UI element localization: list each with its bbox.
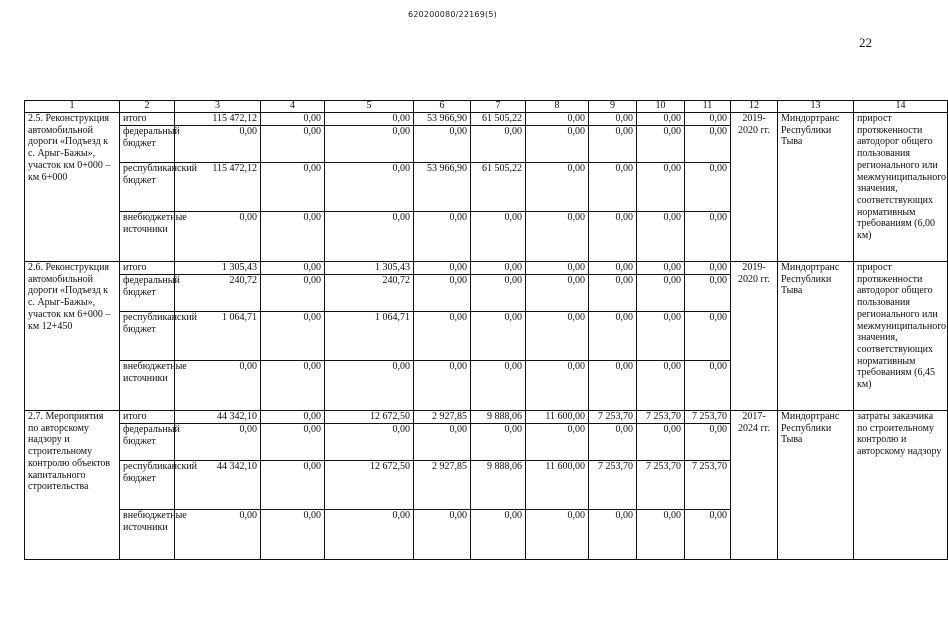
amount-cell: 240,72	[175, 275, 261, 312]
measure-name-cell: 2.6. Реконструкция автомобильной дороги «Подъезд к с. Арыг-Бажы», участок км 6+000 – км 12+450	[25, 262, 120, 411]
amount-cell: 53 966,90	[414, 163, 471, 212]
amount-cell: 0,00	[526, 424, 589, 461]
amount-cell: 7 253,70	[685, 461, 731, 510]
amount-cell: 0,00	[637, 275, 685, 312]
funding-source-cell: республиканский бюджет	[120, 461, 175, 510]
executor-cell: Миндортранс Республики Тыва	[778, 262, 854, 411]
amount-cell: 0,00	[325, 113, 414, 126]
amount-cell: 0,00	[526, 510, 589, 560]
amount-cell: 61 505,22	[471, 163, 526, 212]
funding-source-cell: итого	[120, 262, 175, 275]
funding-source-cell: республиканский бюджет	[120, 312, 175, 361]
amount-cell: 0,00	[261, 361, 325, 411]
amount-cell: 9 888,06	[471, 411, 526, 424]
amount-cell: 0,00	[261, 312, 325, 361]
table-row	[25, 262, 948, 275]
amount-cell: 7 253,70	[637, 411, 685, 424]
amount-cell: 0,00	[589, 262, 637, 275]
amount-cell: 0,00	[589, 361, 637, 411]
amount-cell: 0,00	[685, 424, 731, 461]
funding-source-cell: федеральный бюджет	[120, 126, 175, 163]
document-id: 620200080/22169(5)	[408, 10, 497, 19]
column-number: 4	[261, 101, 325, 113]
amount-cell: 0,00	[414, 212, 471, 262]
funding-source-cell: федеральный бюджет	[120, 424, 175, 461]
column-number: 2	[120, 101, 175, 113]
years-cell: 2017-2024 гг.	[731, 411, 778, 560]
amount-cell: 0,00	[685, 262, 731, 275]
amount-cell: 0,00	[589, 275, 637, 312]
amount-cell: 0,00	[685, 361, 731, 411]
column-number: 6	[414, 101, 471, 113]
amount-cell: 240,72	[325, 275, 414, 312]
amount-cell: 0,00	[685, 312, 731, 361]
page-number: 22	[859, 35, 872, 50]
amount-cell: 0,00	[637, 262, 685, 275]
years-cell: 2019-2020 гг.	[731, 113, 778, 262]
amount-cell: 0,00	[325, 126, 414, 163]
amount-cell: 0,00	[471, 126, 526, 163]
column-number: 8	[526, 101, 589, 113]
amount-cell: 0,00	[261, 411, 325, 424]
amount-cell: 0,00	[637, 361, 685, 411]
amount-cell: 7 253,70	[589, 461, 637, 510]
executor-cell: Миндортранс Республики Тыва	[778, 113, 854, 262]
amount-cell: 0,00	[261, 126, 325, 163]
funding-source-cell: внебюджетные источники	[120, 212, 175, 262]
amount-cell: 1 064,71	[175, 312, 261, 361]
amount-cell: 0,00	[261, 424, 325, 461]
amount-cell: 61 505,22	[471, 113, 526, 126]
amount-cell: 0,00	[414, 275, 471, 312]
column-number: 1	[25, 101, 120, 113]
column-number: 14	[854, 101, 948, 113]
amount-cell: 7 253,70	[685, 411, 731, 424]
funding-source-cell: федеральный бюджет	[120, 275, 175, 312]
funding-source-cell: внебюджетные источники	[120, 361, 175, 411]
amount-cell: 115 472,12	[175, 113, 261, 126]
amount-cell: 0,00	[526, 275, 589, 312]
amount-cell: 0,00	[175, 126, 261, 163]
amount-cell: 2 927,85	[414, 411, 471, 424]
amount-cell: 0,00	[685, 163, 731, 212]
amount-cell: 2 927,85	[414, 461, 471, 510]
amount-cell: 0,00	[471, 212, 526, 262]
measure-name-cell: 2.5. Реконструкция автомобильной дороги «Подъезд к с. Арыг-Бажы», участок км 0+000 – км 6+000	[25, 113, 120, 262]
result-cell: прирост протяженности автодорог общего пользования регионального или межмуниципального значения, соответствующих нормативным требованиям (6,45 км)	[854, 262, 948, 411]
amount-cell: 0,00	[414, 312, 471, 361]
amount-cell: 0,00	[261, 461, 325, 510]
table-row	[25, 113, 948, 126]
amount-cell: 0,00	[261, 113, 325, 126]
amount-cell: 0,00	[637, 163, 685, 212]
years-cell: 2019-2020 гг.	[731, 262, 778, 411]
amount-cell: 0,00	[637, 312, 685, 361]
amount-cell: 0,00	[589, 126, 637, 163]
amount-cell: 12 672,50	[325, 461, 414, 510]
amount-cell: 0,00	[526, 312, 589, 361]
amount-cell: 115 472,12	[175, 163, 261, 212]
amount-cell: 0,00	[526, 361, 589, 411]
funding-source-cell: республиканский бюджет	[120, 163, 175, 212]
amount-cell: 0,00	[261, 163, 325, 212]
amount-cell: 9 888,06	[471, 461, 526, 510]
amount-cell: 0,00	[325, 510, 414, 560]
column-number: 11	[685, 101, 731, 113]
column-number: 7	[471, 101, 526, 113]
column-number: 12	[731, 101, 778, 113]
amount-cell: 0,00	[685, 113, 731, 126]
amount-cell: 53 966,90	[414, 113, 471, 126]
amount-cell: 0,00	[261, 212, 325, 262]
amount-cell: 0,00	[414, 262, 471, 275]
amount-cell: 0,00	[471, 361, 526, 411]
amount-cell: 0,00	[637, 510, 685, 560]
amount-cell: 0,00	[261, 510, 325, 560]
amount-cell: 0,00	[589, 424, 637, 461]
amount-cell: 0,00	[589, 212, 637, 262]
amount-cell: 1 064,71	[325, 312, 414, 361]
amount-cell: 0,00	[589, 163, 637, 212]
amount-cell: 0,00	[414, 424, 471, 461]
amount-cell: 0,00	[526, 126, 589, 163]
amount-cell: 0,00	[589, 312, 637, 361]
amount-cell: 0,00	[637, 424, 685, 461]
amount-cell: 0,00	[261, 262, 325, 275]
amount-cell: 11 600,00	[526, 411, 589, 424]
amount-cell: 0,00	[414, 126, 471, 163]
amount-cell: 0,00	[526, 113, 589, 126]
amount-cell: 0,00	[685, 275, 731, 312]
amount-cell: 7 253,70	[637, 461, 685, 510]
column-numbers-row	[25, 101, 948, 113]
funding-source-cell: итого	[120, 113, 175, 126]
amount-cell: 0,00	[685, 212, 731, 262]
amount-cell: 0,00	[471, 275, 526, 312]
amount-cell: 0,00	[526, 262, 589, 275]
result-cell: затраты заказчика по строительному контролю и авторскому надзору	[854, 411, 948, 560]
amount-cell: 0,00	[685, 510, 731, 560]
amount-cell: 0,00	[471, 424, 526, 461]
amount-cell: 44 342,10	[175, 461, 261, 510]
funding-source-cell: итого	[120, 411, 175, 424]
column-number: 3	[175, 101, 261, 113]
amount-cell: 0,00	[637, 212, 685, 262]
amount-cell: 0,00	[175, 424, 261, 461]
amount-cell: 0,00	[471, 312, 526, 361]
amount-cell: 0,00	[637, 126, 685, 163]
amount-cell: 0,00	[261, 275, 325, 312]
amount-cell: 0,00	[325, 424, 414, 461]
amount-cell: 0,00	[325, 361, 414, 411]
column-number: 9	[589, 101, 637, 113]
amount-cell: 0,00	[471, 510, 526, 560]
amount-cell: 11 600,00	[526, 461, 589, 510]
amount-cell: 0,00	[685, 126, 731, 163]
amount-cell: 0,00	[589, 113, 637, 126]
column-number: 5	[325, 101, 414, 113]
table-row	[25, 411, 948, 424]
column-number: 10	[637, 101, 685, 113]
amount-cell: 0,00	[637, 113, 685, 126]
amount-cell: 1 305,43	[175, 262, 261, 275]
amount-cell: 0,00	[414, 361, 471, 411]
amount-cell: 0,00	[589, 510, 637, 560]
amount-cell: 0,00	[526, 163, 589, 212]
amount-cell: 44 342,10	[175, 411, 261, 424]
result-cell: прирост протяженности автодорог общего пользования регионального или межмуниципального значения, соответствующих нормативным требованиям (6,00 км)	[854, 113, 948, 262]
measure-name-cell: 2.7. Мероприятия по авторскому надзору и строительному контролю объектов капитального строительства	[25, 411, 120, 560]
budget-table	[24, 100, 948, 560]
executor-cell: Миндортранс Республики Тыва	[778, 411, 854, 560]
amount-cell: 7 253,70	[589, 411, 637, 424]
amount-cell: 0,00	[325, 163, 414, 212]
amount-cell: 0,00	[471, 262, 526, 275]
amount-cell: 0,00	[526, 212, 589, 262]
amount-cell: 0,00	[325, 212, 414, 262]
amount-cell: 0,00	[175, 361, 261, 411]
funding-source-cell: внебюджетные источники	[120, 510, 175, 560]
amount-cell: 1 305,43	[325, 262, 414, 275]
amount-cell: 0,00	[414, 510, 471, 560]
amount-cell: 12 672,50	[325, 411, 414, 424]
amount-cell: 0,00	[175, 510, 261, 560]
column-number: 13	[778, 101, 854, 113]
amount-cell: 0,00	[175, 212, 261, 262]
